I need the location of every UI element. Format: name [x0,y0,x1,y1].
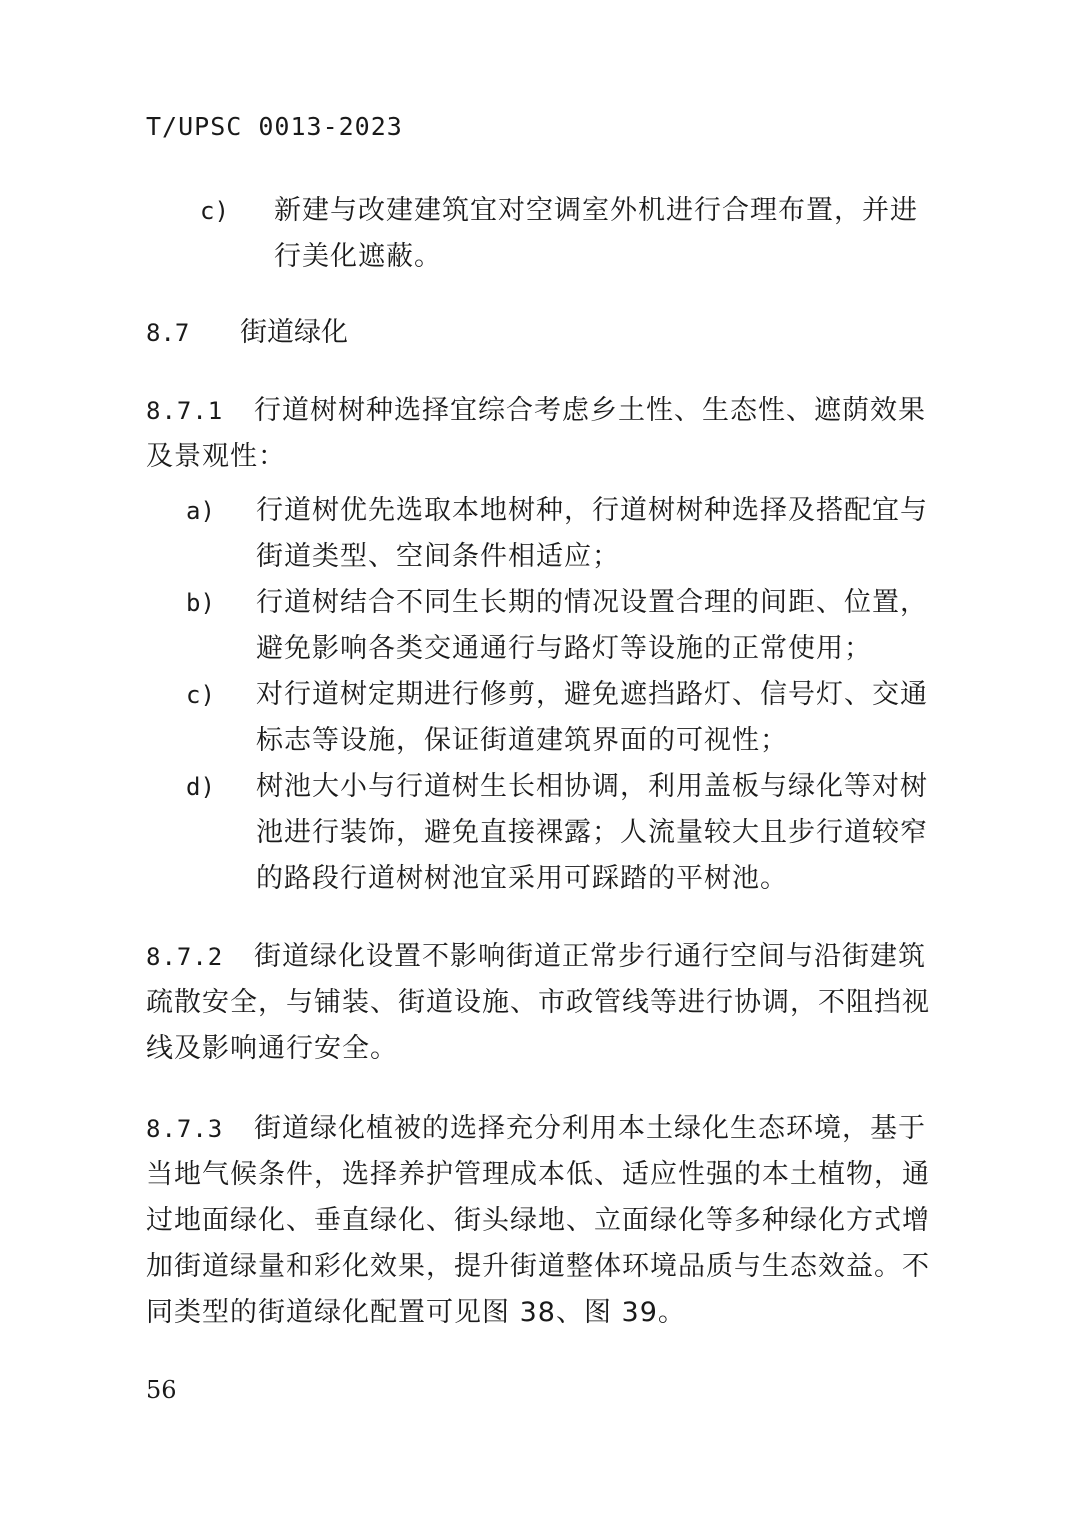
clause-number: 8.7.3 [146,1115,224,1143]
section-title: 街道绿化 [240,317,348,348]
page-number: 56 [146,1376,177,1404]
list-item-text: 新建与改建建筑宜对空调室外机进行合理布置，并进行美化遮蔽。 [274,195,918,272]
clause-8-7-3 [146,1106,946,1336]
clause-text: 行道树树种选择宜综合考虑乡土性、生态性、遮荫效果及景观性： [146,395,926,472]
clause-text: 街道绿化植被的选择充分利用本土绿化生态环境，基于当地气候条件，选择养护管理成本低、适应性强的本土植物，通过地面绿化、垂直绿化、街头绿地、立面绿化等多种绿化方式增加街道绿量和彩化效果，提升街道整体环境品质与生态效益。不同类型的街道绿化配置可见图 38、图 39。 [146,1113,930,1328]
list-item-label: b) [186,589,215,617]
clause-8-7-1 [146,388,946,480]
list-item-text: 树池大小与行道树生长相协调，利用盖板与绿化等对树池进行装饰，避免直接裸露；人流量较大且步行道较窄的路段行道树树池宜采用可踩踏的平树池。 [256,771,928,894]
clause-number: 8.7.2 [146,943,224,971]
list-item-label: c) [186,681,215,709]
list-item-label: d) [186,773,215,801]
section-number: 8.7 [146,319,190,347]
list-item-label: a) [186,497,215,525]
list-item-text: 行道树结合不同生长期的情况设置合理的间距、位置，避免影响各类交通通行与路灯等设施的正常使用； [256,587,928,664]
list-item-label: c) [200,197,229,225]
document-id: T/UPSC 0013-2023 [146,112,403,141]
clause-8-7-2 [146,934,946,1072]
clause-text: 街道绿化设置不影响街道正常步行通行空间与沿街建筑疏散安全，与铺装、街道设施、市政管线等进行协调，不阻挡视线及影响通行安全。 [146,941,930,1064]
list-item-text: 行道树优先选取本地树种，行道树树种选择及搭配宜与街道类型、空间条件相适应； [256,495,928,572]
list-item-text: 对行道树定期进行修剪，避免遮挡路灯、信号灯、交通标志等设施，保证街道建筑界面的可视性； [256,679,928,756]
clause-number: 8.7.1 [146,397,224,425]
